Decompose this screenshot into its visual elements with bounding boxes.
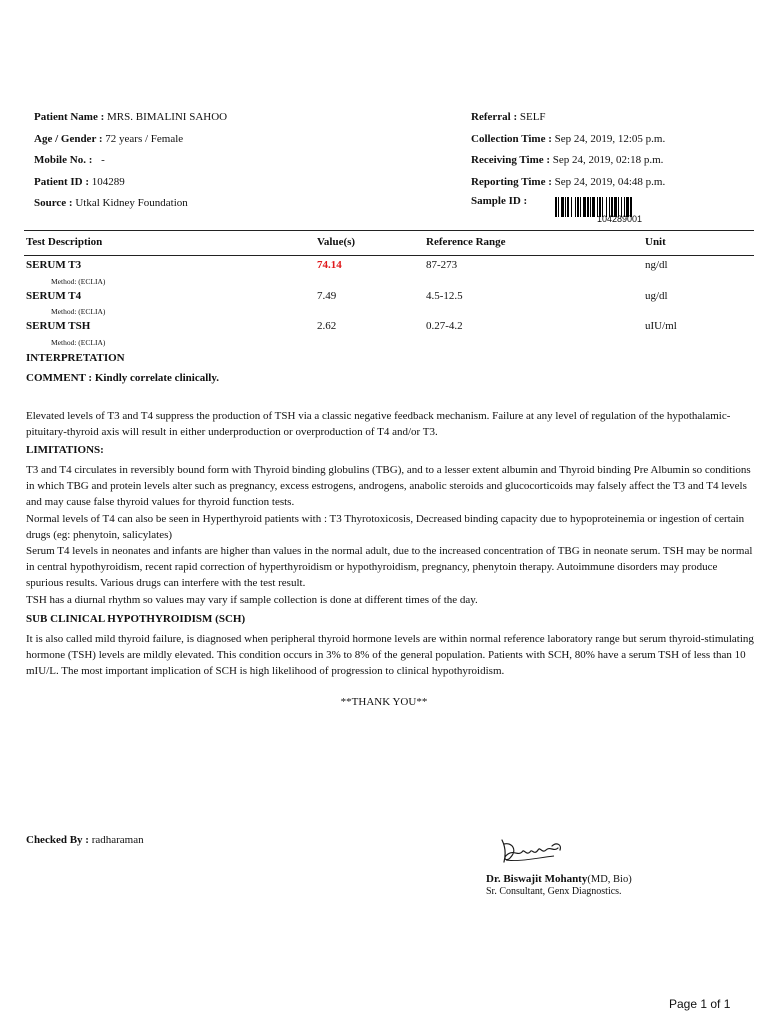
age-gender-label: Age / Gender : (34, 133, 103, 145)
table-row-value-abnormal: 74.14 (317, 259, 342, 271)
signature-image (496, 836, 576, 868)
checked-by-row (26, 834, 144, 846)
sample-id-label: Sample ID : (471, 195, 528, 207)
table-row-test: SERUM T3 (26, 259, 82, 271)
thank-you-text: **THANK YOU** (340, 696, 428, 708)
receiving-time-row (471, 154, 663, 166)
table-row-test: SERUM TSH (26, 320, 91, 332)
reporting-time-label: Reporting Time : (471, 176, 552, 188)
thank-you-note (0, 696, 768, 708)
table-row-unit: uIU/ml (645, 320, 677, 332)
table-row-method: Method: (ECLIA) (51, 338, 106, 347)
checked-by: radharaman (91, 834, 144, 846)
doctor-name: Dr. Biswajit Mohanty (486, 873, 588, 885)
source-row (34, 197, 188, 209)
table-row-range: 87-273 (426, 259, 458, 271)
collection-time-label: Collection Time : (471, 133, 552, 145)
table-row-test: SERUM T4 (26, 290, 82, 302)
age-gender-row (34, 133, 183, 145)
referral-row (471, 111, 546, 123)
sample-id: 104289001 (597, 214, 643, 224)
receiving-time: Sep 24, 2019, 02:18 p.m. (552, 154, 664, 166)
limitations-paragraphs (26, 462, 754, 608)
patient-id-row (34, 176, 125, 188)
table-row-value: 7.49 (317, 290, 337, 302)
patient-name-label: Patient Name : (34, 111, 105, 123)
patient-name: MRS. BIMALINI SAHOO (107, 111, 228, 123)
col-header-range: Reference Range (426, 236, 506, 248)
doctor-degree: (MD, Bio) (587, 874, 632, 885)
receiving-time-label: Receiving Time : (471, 154, 551, 166)
age-gender: 72 years / Female (105, 133, 184, 145)
page-number: Page 1 of 1 (669, 997, 731, 1011)
limitation-item: TSH has a diurnal rhythm so values may vary if sample collection is done at different times of the day. (26, 593, 478, 606)
reporting-time: Sep 24, 2019, 04:48 p.m. (554, 176, 666, 188)
comment-line: COMMENT : Kindly correlate clinically. (26, 372, 219, 384)
col-header-value: Value(s) (317, 236, 356, 248)
limitation-item: Serum T4 levels in neonates and infants are higher than values in the normal adult, due to the increased concentration of TBG in neonate serum. TSH may be normal in central hypothyroidism, recent rapid correction of hyperthyroidism or hypothyroidism, pregnancy, phenytoin therapy. Autoimmune disorders may produce spurious results. Various drugs can interfere with the test result. (26, 545, 753, 590)
referral: SELF (519, 111, 546, 123)
limitation-item: T3 and T4 circulates in reversibly bound form with Thyroid binding globulins (TBG), and to a lesser extent albumin and Thyroid binding Pre Albumin so conditions in which TBG and protein levels alter such as pregnancy, excess estrogens, androgens, anabolic steroids and glucocorticoids may falsely affect the T3 and T4 levels and may cause false thyroid values for thyroid function tests. (26, 464, 751, 509)
collection-time: Sep 24, 2019, 12:05 p.m. (554, 133, 666, 145)
table-row-method: Method: (ECLIA) (51, 307, 106, 316)
table-header-rule (24, 255, 754, 256)
collection-time-row (471, 133, 665, 145)
sch-paragraph (26, 631, 754, 680)
table-row-unit: ug/dl (645, 290, 668, 302)
doctor-title: Sr. Consultant, Genx Diagnostics. (486, 886, 622, 897)
table-row-method: Method: (ECLIA) (51, 277, 106, 286)
patient-id-label: Patient ID : (34, 176, 89, 188)
checked-by-label: Checked By : (26, 834, 89, 846)
intro-paragraph (26, 408, 754, 440)
table-row-range: 0.27-4.2 (426, 320, 463, 332)
table-row-range: 4.5-12.5 (426, 290, 463, 302)
sch-heading: SUB CLINICAL HYPOTHYROIDISM (SCH) (26, 613, 246, 625)
patient-id: 104289 (91, 176, 125, 188)
col-header-unit: Unit (645, 236, 666, 248)
sch-text: It is also called mild thyroid failure, is diagnosed when peripheral thyroid hormone levels are within normal reference laboratory range but serum thyroid-stimulating hormone (TSH) levels are mildly elevated. This condition occurs in 3% to 8% of the general population. Patients with SCH, 80% have a serum TSH of less than 10 mIU/L. The most important implication of SCH is high likelihood of progression to clinical hypothyroidism. (26, 633, 754, 678)
referral-label: Referral : (471, 111, 518, 123)
limitations-heading: LIMITATIONS: (26, 444, 104, 456)
col-header-test: Test Description (26, 236, 103, 248)
reporting-time-row (471, 176, 665, 188)
limitation-item: Normal levels of T4 can also be seen in Hyperthyroid patients with : T3 Thyrotoxicosis, Decreased binding capacity due to hypoproteinemia or ingestion of certain drugs (eg: phenytoin, salicylates) (26, 512, 745, 541)
patient-name-row (34, 111, 227, 123)
mobile-row (34, 154, 105, 166)
table-row-value: 2.62 (317, 320, 337, 332)
intro-text: Elevated levels of T3 and T4 suppress the production of TSH via a classic negative feedback mechanism. Failure at any level of regulation of the hypothalamic-pituitary-thyroid axis will result in either underproduction or overproduction of T4 and/or T3. (26, 410, 731, 439)
mobile-number: - (101, 154, 105, 166)
mobile-label: Mobile No. : (34, 154, 93, 166)
doctor-name-row (486, 873, 632, 885)
interpretation-heading: INTERPRETATION (26, 352, 125, 364)
source-label: Source : (34, 197, 73, 209)
table-top-rule (24, 230, 754, 231)
source: Utkal Kidney Foundation (75, 197, 188, 209)
table-row-unit: ng/dl (645, 259, 668, 271)
